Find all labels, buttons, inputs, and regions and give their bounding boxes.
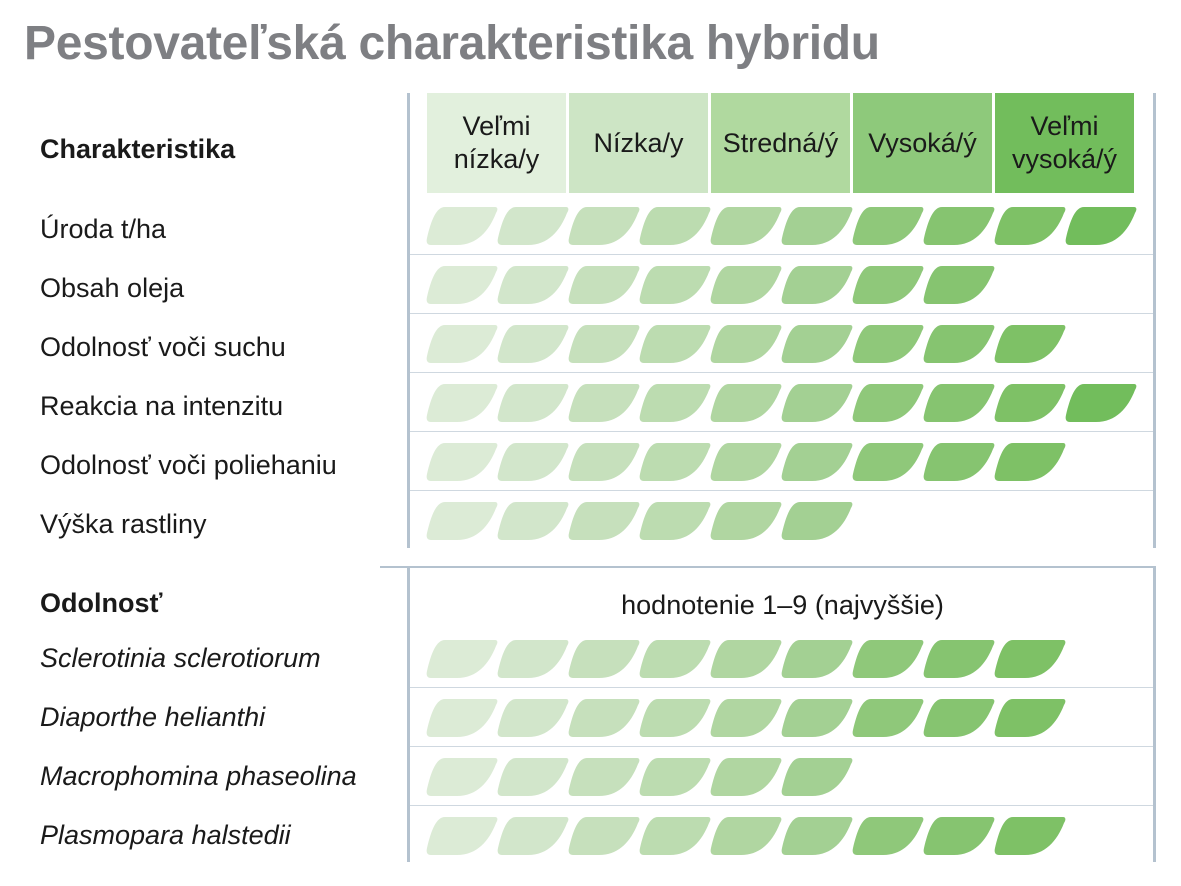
scale-header-cell: Stredná/ý [711,93,850,193]
row-label: Sclerotinia sclerotiorum [40,643,321,673]
rating-leaf [782,640,853,678]
rating-leaf [569,325,640,363]
rating-leaf [569,817,640,855]
page-title: Pestovateľská charakteristika hybridu [24,17,880,70]
rating-leaf [853,640,924,678]
rating-leaf [711,640,782,678]
rating-leaf [569,699,640,737]
rating-leaf [498,384,569,422]
rating-leaf [427,502,498,540]
rating-leaf [853,817,924,855]
rating-leaf [640,817,711,855]
rating-leaf [924,817,995,855]
rating-leaf [427,758,498,796]
rating-leaf [924,699,995,737]
rating-leaf [640,502,711,540]
rating-leaf [498,640,569,678]
rating-leaf [498,443,569,481]
rating-note: hodnotenie 1–9 (najvyššie) [621,590,944,620]
row-divider [410,313,1153,314]
section-separator [380,566,1156,568]
rating-leaf [995,699,1066,737]
row-label: Plasmopara halstedii [40,820,291,850]
divider-right-2 [1153,566,1156,862]
rating-leaf [498,207,569,245]
rating-leaf [782,502,853,540]
characteristics-heading: Charakteristika [40,134,236,164]
rating-leaf [640,325,711,363]
rating-leaf [1066,207,1137,245]
rating-leaf [569,640,640,678]
rating-leaf [1066,384,1137,422]
resistance-heading: Odolnosť [40,588,163,618]
row-label: Výška rastliny [40,509,207,539]
rating-leaf [782,325,853,363]
rating-leaf [711,502,782,540]
row-divider [410,687,1153,688]
rating-leaf [498,325,569,363]
rating-leaf [498,699,569,737]
row-label: Diaporthe helianthi [40,702,266,732]
rating-leaf [569,266,640,304]
rating-leaf [782,699,853,737]
rating-leaf [995,817,1066,855]
rating-leaf [782,384,853,422]
rating-leaf [569,502,640,540]
row-divider [410,805,1153,806]
rating-leaf [853,266,924,304]
rating-leaf [711,384,782,422]
rating-leaf [711,325,782,363]
rating-leaf [427,325,498,363]
row-divider [410,372,1153,373]
rating-leaf [569,207,640,245]
rating-leaf [995,325,1066,363]
rating-leaf [782,817,853,855]
rating-leaf [995,640,1066,678]
rating-leaf [924,384,995,422]
rating-leaf [782,207,853,245]
rating-leaf [924,443,995,481]
scale-header-cell: Veľmi nízka/y [427,93,566,193]
divider-right-1 [1153,93,1156,548]
rating-leaf [995,207,1066,245]
rating-leaf [640,699,711,737]
scale-header-cell: Nízka/y [569,93,708,193]
divider-left-2 [407,566,410,862]
rating-leaf [427,207,498,245]
rating-leaf [498,817,569,855]
rating-leaf [498,266,569,304]
rating-leaf [569,758,640,796]
rating-leaf [498,758,569,796]
rating-leaf [782,758,853,796]
rating-leaf [711,266,782,304]
rating-leaf [711,817,782,855]
rating-leaf [640,758,711,796]
rating-leaf [640,443,711,481]
rating-leaf [498,502,569,540]
rating-leaf [711,699,782,737]
rating-leaf [640,640,711,678]
rating-leaf [427,640,498,678]
rating-leaf [924,207,995,245]
rating-leaf [924,266,995,304]
row-label: Reakcia na intenzitu [40,391,284,421]
rating-leaf [569,384,640,422]
row-divider [410,254,1153,255]
rating-leaf [853,325,924,363]
rating-leaf [427,266,498,304]
scale-header-cell: Vysoká/ý [853,93,992,193]
rating-leaf [640,384,711,422]
rating-leaf [924,325,995,363]
rating-leaf [853,443,924,481]
rating-leaf [427,384,498,422]
row-divider [410,746,1153,747]
rating-leaf [569,443,640,481]
rating-leaf [782,443,853,481]
rating-leaf [853,699,924,737]
row-label: Macrophomina phaseolina [40,761,357,791]
row-label: Obsah oleja [40,273,185,303]
row-label: Odolnosť voči suchu [40,332,286,362]
rating-leaf [711,207,782,245]
divider-left-1 [407,93,410,548]
rating-leaf [711,443,782,481]
rating-leaf [640,266,711,304]
row-divider [410,490,1153,491]
rating-leaf [853,207,924,245]
row-label: Úroda t/ha [40,214,167,244]
row-label: Odolnosť voči poliehaniu [40,450,337,480]
rating-leaf [640,207,711,245]
rating-leaf [924,640,995,678]
rating-leaf [427,443,498,481]
rating-leaf [995,443,1066,481]
scale-header-cell: Veľmi vysoká/ý [995,93,1134,193]
rating-leaf [853,384,924,422]
row-divider [410,431,1153,432]
rating-leaf [995,384,1066,422]
rating-leaf [711,758,782,796]
rating-leaf [782,266,853,304]
rating-leaf [427,817,498,855]
rating-leaf [427,699,498,737]
